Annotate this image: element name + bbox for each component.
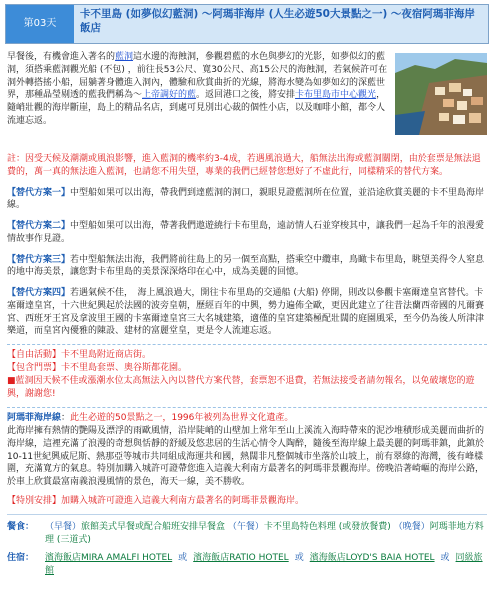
intro-text-2: 這水邊的海蝕洞，參觀碧藍的水色與夢幻的光影，如夢似幻的藍洞，須搭乘藍洞觀光船 (不包) ，前往長53公尺、寬30公尺、高15公尺的海蝕洞，若氣候許可在洞外轉搭搖小船，屈躺著身體進入洞內，體驗和欣賞曲折的光線，將海水變為如夢如幻的深藍世界，那種晶瑩剔透的藍我們稱為～ bbox=[7, 52, 388, 101]
alternative-plan-label: 【替代方案二】 bbox=[7, 221, 71, 232]
blue-grotto-link[interactable]: 藍洞 bbox=[115, 52, 134, 62]
alternative-plan-text: 若遇氣候不佳， 海上風浪過大，開往卡布里島的交通船 (大船) 停開，則改以參觀卡塞爾達皇宮替代。卡塞爾達皇宮，十六世紀興起於法國的波旁皇朝，歷經百年的中興，勢力遍佈全歐，更因此建立了往昔法蘭西帝國的凡爾賽宮、西班牙王宮及拿波里王國的卡塞爾達皇宮三大名城建築，適僅的皇宮建築極配壯闊的庭園風采，至今仍為後人所津津樂道，而皇宮內優雅的陳設、建材的富麗堂皇，更是令人流連忘返。 bbox=[7, 288, 485, 337]
hotel-option-2[interactable]: 濱海飯店RATIO HOTEL bbox=[193, 553, 289, 564]
alternative-plan-1 bbox=[7, 187, 487, 213]
stay-label: 住宿： bbox=[7, 553, 35, 564]
hotel-option-3[interactable]: 濱海飯店LOYD'S BAIA HOTEL bbox=[309, 553, 435, 564]
amalfi-body: 此海岸擁有熱情的艷陽及漂浮的雨歐風情，沿岸陡峭的山壁加上常年至山上溪流入海時帶來的泥沙堆積形成美麗而曲折的海岸線，這裡充滿了浪漫的奇想與恬靜的舒緩及悠悲居的生活心情令人陶醉，隨後至海岸線上最美麗的阿瑪菲鎮，此鎮於10-11世紀興威尼斯、熱那亞等城市共同組成海運共和國，熱闊非凡整個城市坐落於山坡上，前有翠綠的海灣，後有峰樣圍，充滿寬方的氣息。特別加購入城許可證帶您進入這義大利南方最著名的阿瑪菲景觀海岸。傍晚沿著崎嶇的海岸公路，於車上欣賞最富南義浪漫風情的景色，海天一線，美不勝收。 bbox=[7, 426, 485, 488]
amalfi-section bbox=[7, 412, 487, 489]
divider bbox=[7, 407, 487, 408]
intro-text-1: 早餐後，有機會進入著名的 bbox=[7, 52, 116, 62]
meals-values bbox=[45, 521, 487, 547]
coastline-photo bbox=[395, 53, 487, 135]
lunch-value: 卡不里島特色料理 (或發放餐費) bbox=[263, 521, 391, 532]
dinner-value: 阿瑪菲地方料理 (三道式) bbox=[45, 521, 484, 545]
alternative-plan-text: 中型船如果可以出海，帶我們到達藍洞的洞口，親眼見證藍洞所在位置，並沿途欣賞美麗的卡不里島海岸線。 bbox=[7, 187, 485, 211]
divider bbox=[7, 344, 487, 345]
stay-row bbox=[7, 552, 487, 578]
alternative-plan-label: 【替代方案四】 bbox=[7, 288, 71, 299]
weather-notice: 註：因受天候及潮潮或風浪影響，進入藍洞的機率約3-4成，若遇風浪過大，船無法出海或藍洞關閉，由於套票是無法退費的，萬一真的無法進入藍洞，也請您不用失望，專業的我們已經替您想好了不虛此行，同樣精采的替代方案。 bbox=[7, 154, 481, 177]
hotel-option-1[interactable]: 濱海飯店MIRA AMALFI HOTEL bbox=[45, 553, 173, 564]
day-title: 卡不里島 (如夢似幻藍洞) ～阿瑪菲海岸 (人生必遊50大景點之一) ～夜宿阿瑪菲海岸飯店 bbox=[74, 5, 488, 43]
or-separator: 或 bbox=[294, 553, 304, 564]
alternative-plan-2 bbox=[7, 220, 487, 246]
free-activity-line: 【自由活動】卡不里島附近商店街。 bbox=[7, 350, 152, 361]
special-arrangement: 【特別安排】加購入城許可證進入這義大利南方最著名的阿瑪菲景觀海岸。 bbox=[7, 495, 305, 506]
amalfi-highlight: 此生必遊的50景點之一， bbox=[70, 413, 172, 424]
intro-text-4: ，隨峭壯觀的海岸斷崖，島上的精品名店，到處可見別出心裁的個性小店，以及咖啡小館，都令人流連忘返。 bbox=[7, 90, 386, 126]
stay-values bbox=[45, 552, 487, 578]
extras-list bbox=[7, 349, 487, 401]
amalfi-colon: ： bbox=[61, 413, 71, 424]
intro-section bbox=[7, 51, 487, 145]
meals-label: 餐食： bbox=[7, 521, 35, 532]
dinner-tag: （晚餐） bbox=[393, 521, 430, 532]
meals-and-stay bbox=[7, 514, 487, 578]
intro-text-3: 。返回港口之後，將安排 bbox=[196, 90, 296, 101]
gods-blue-link[interactable]: 上帝調好的藍 bbox=[142, 90, 197, 101]
refund-warning-line: ■藍洞因天候不佳或漲潮水位太高無法入內以替代方案代替，套票恕不退費，若無法接受者請勿報名，以免破壞您的遊興，謝謝您! bbox=[7, 376, 475, 400]
included-tickets-line: 【包含門票】卡不里島套票、奧谷斯都花園。 bbox=[7, 363, 188, 374]
day-number-badge: 第03天 bbox=[6, 5, 74, 43]
alternative-plan-text: 若中型船無法出海，我們將前往島上的另一個至高點，搭乘空中纜車，鳥瞰卡布里島，眺望美得令人窒息的地中海美景，讓您對卡布里島的美景深深烙印在心中，成為美麗的回憶。 bbox=[7, 254, 485, 278]
alternative-plan-text: 中型船如果可以出海，帶著我們遨遊繞行卡布里島，遠訪情人石並穿梭其中，讓我們一起為千年的浪漫愛情故事作見證。 bbox=[7, 221, 485, 244]
or-separator: 或 bbox=[178, 553, 188, 564]
meals-row bbox=[7, 521, 487, 547]
capri-center-link[interactable]: 卡布里島市中心觀光 bbox=[295, 90, 377, 101]
breakfast-value: 旅館美式早餐或配合船班安排早餐盒 bbox=[81, 521, 226, 532]
alternative-plan-label: 【替代方案一】 bbox=[7, 187, 71, 198]
or-separator: 或 bbox=[440, 553, 450, 564]
day-header bbox=[5, 4, 489, 44]
alternative-plan-4 bbox=[7, 287, 487, 338]
coastline-photo-image bbox=[395, 53, 487, 135]
alternative-plan-label: 【替代方案三】 bbox=[7, 254, 71, 265]
alternative-plan-3 bbox=[7, 254, 487, 280]
amalfi-name: 阿瑪菲海岸線 bbox=[7, 413, 62, 424]
breakfast-tag: （早餐） bbox=[45, 521, 82, 532]
lunch-tag: （午餐） bbox=[227, 521, 264, 532]
hotel-option-4[interactable]: 同級旅館 bbox=[45, 553, 483, 577]
amalfi-year: 1996年被列為世界文化遺產。 bbox=[171, 413, 294, 424]
